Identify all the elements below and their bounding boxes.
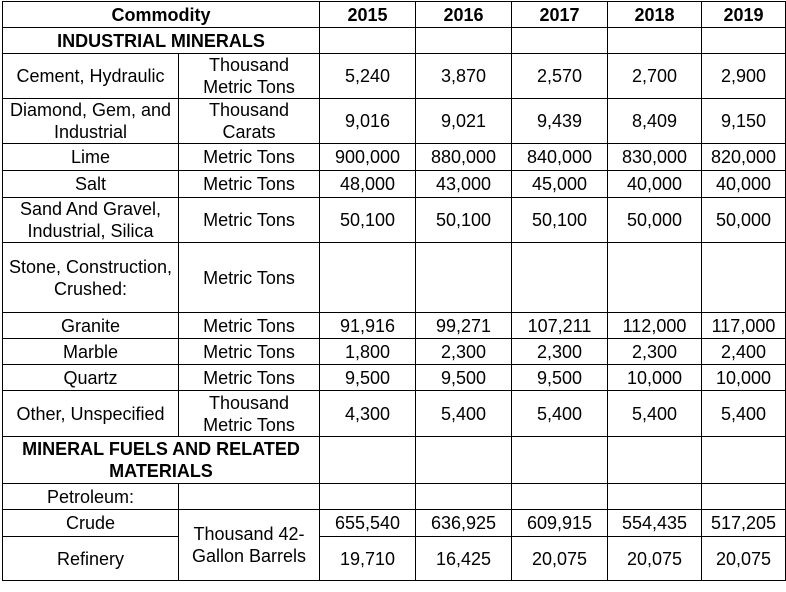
table-row [3, 391, 786, 437]
header-year: 2018 [608, 2, 702, 28]
value-cell: 820,000 [702, 144, 786, 171]
value-cell: 5,400 [416, 391, 512, 437]
value-cell: 554,435 [608, 510, 702, 537]
value-cell: 3,870 [416, 54, 512, 99]
commodity-name: Salt [3, 171, 179, 198]
value-cell: 2,300 [512, 339, 608, 365]
commodity-name: Refinery [3, 537, 179, 581]
value-cell: 9,500 [416, 365, 512, 391]
value-cell: 50,100 [416, 198, 512, 243]
value-cell: 20,075 [608, 537, 702, 581]
table-row [3, 365, 786, 391]
table-row [3, 537, 786, 581]
table-row [3, 171, 786, 198]
commodity-name: Petroleum: [3, 484, 179, 510]
unit-cell: Thousand Metric Tons [179, 54, 320, 99]
unit-cell: Metric Tons [179, 365, 320, 391]
unit-cell: Metric Tons [179, 243, 320, 313]
value-cell: 19,710 [320, 537, 416, 581]
value-cell: 9,439 [512, 99, 608, 144]
value-cell: 43,000 [416, 171, 512, 198]
unit-cell: Metric Tons [179, 198, 320, 243]
value-cell: 45,000 [512, 171, 608, 198]
commodity-name: Other, Unspecified [3, 391, 179, 437]
value-cell: 655,540 [320, 510, 416, 537]
value-cell: 5,240 [320, 54, 416, 99]
value-cell: 2,900 [702, 54, 786, 99]
value-cell: 99,271 [416, 313, 512, 339]
table-row [3, 54, 786, 99]
value-cell: 880,000 [416, 144, 512, 171]
unit-cell: Thousand 42-Gallon Barrels [179, 510, 320, 581]
value-cell: 9,500 [320, 365, 416, 391]
value-cell: 2,400 [702, 339, 786, 365]
value-cell: 2,300 [416, 339, 512, 365]
commodity-name: Crude [3, 510, 179, 537]
value-cell: 5,400 [608, 391, 702, 437]
table-row [3, 198, 786, 243]
commodity-name: Cement, Hydraulic [3, 54, 179, 99]
commodity-table [2, 1, 786, 581]
header-year: 2017 [512, 2, 608, 28]
header-year: 2019 [702, 2, 786, 28]
commodity-name: Quartz [3, 365, 179, 391]
table-row [3, 313, 786, 339]
section-row-fuels [3, 437, 786, 484]
unit-cell: Metric Tons [179, 171, 320, 198]
table-row [3, 510, 786, 537]
table-row [3, 243, 786, 313]
table-row [3, 144, 786, 171]
value-cell: 636,925 [416, 510, 512, 537]
value-cell: 517,205 [702, 510, 786, 537]
value-cell: 50,000 [608, 198, 702, 243]
commodity-name: Granite [3, 313, 179, 339]
value-cell: 20,075 [512, 537, 608, 581]
value-cell: 900,000 [320, 144, 416, 171]
header-year: 2015 [320, 2, 416, 28]
value-cell: 48,000 [320, 171, 416, 198]
header-year: 2016 [416, 2, 512, 28]
value-cell: 50,100 [320, 198, 416, 243]
value-cell: 40,000 [608, 171, 702, 198]
value-cell: 609,915 [512, 510, 608, 537]
table-row [3, 484, 786, 510]
value-cell: 1,800 [320, 339, 416, 365]
value-cell: 9,150 [702, 99, 786, 144]
value-cell: 50,100 [512, 198, 608, 243]
header-commodity: Commodity [3, 2, 320, 28]
value-cell: 10,000 [608, 365, 702, 391]
value-cell: 2,570 [512, 54, 608, 99]
value-cell: 5,400 [702, 391, 786, 437]
commodity-name: Sand And Gravel, Industrial, Silica [3, 198, 179, 243]
table-row [3, 99, 786, 144]
unit-cell: Metric Tons [179, 313, 320, 339]
unit-cell: Metric Tons [179, 339, 320, 365]
value-cell: 9,016 [320, 99, 416, 144]
value-cell: 830,000 [608, 144, 702, 171]
unit-cell: Thousand Carats [179, 99, 320, 144]
unit-cell: Metric Tons [179, 144, 320, 171]
value-cell: 16,425 [416, 537, 512, 581]
value-cell: 9,500 [512, 365, 608, 391]
value-cell: 8,409 [608, 99, 702, 144]
value-cell: 9,021 [416, 99, 512, 144]
value-cell: 91,916 [320, 313, 416, 339]
value-cell: 50,000 [702, 198, 786, 243]
section-row-industrial [3, 28, 786, 54]
value-cell: 840,000 [512, 144, 608, 171]
commodity-name: Lime [3, 144, 179, 171]
value-cell: 107,211 [512, 313, 608, 339]
value-cell: 117,000 [702, 313, 786, 339]
value-cell: 112,000 [608, 313, 702, 339]
value-cell: 5,400 [512, 391, 608, 437]
commodity-name: Marble [3, 339, 179, 365]
value-cell: 20,075 [702, 537, 786, 581]
header-row [3, 2, 786, 28]
value-cell: 10,000 [702, 365, 786, 391]
table-row [3, 339, 786, 365]
value-cell: 40,000 [702, 171, 786, 198]
value-cell: 4,300 [320, 391, 416, 437]
commodity-name: Diamond, Gem, and Industrial [3, 99, 179, 144]
value-cell: 2,300 [608, 339, 702, 365]
unit-cell: Thousand Metric Tons [179, 391, 320, 437]
commodity-name: Stone, Construction, Crushed: [3, 243, 179, 313]
value-cell: 2,700 [608, 54, 702, 99]
section-title: INDUSTRIAL MINERALS [3, 28, 320, 54]
section-title: MINERAL FUELS AND RELATED MATERIALS [3, 437, 320, 484]
